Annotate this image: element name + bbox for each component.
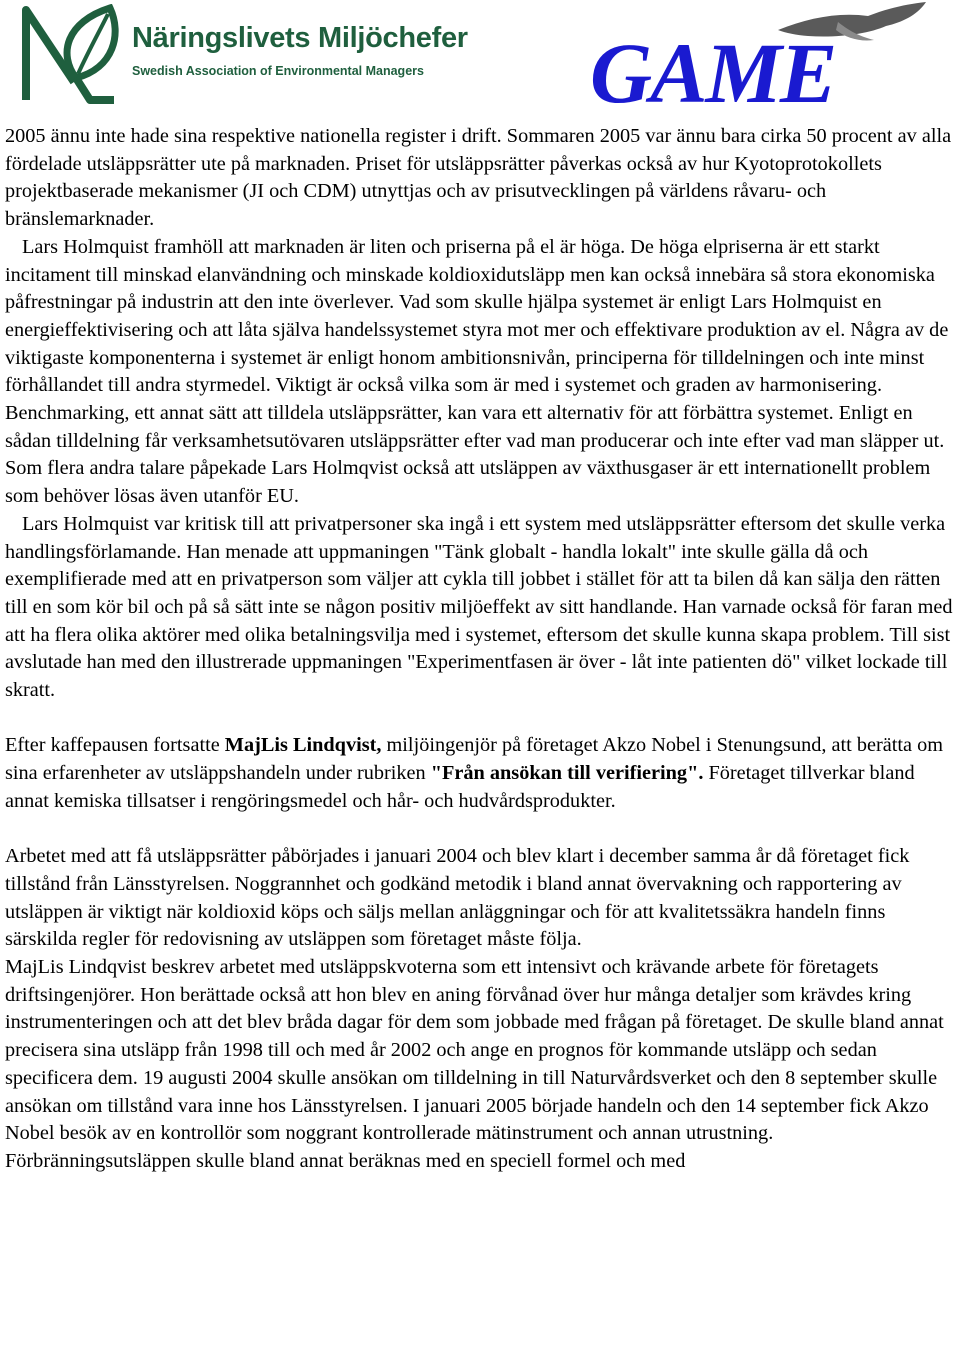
paragraph-text: Efter kaffepausen fortsatte <box>5 734 225 757</box>
paragraph <box>5 732 957 815</box>
logo-name: Näringslivets Miljöchefer <box>132 22 468 54</box>
paragraph-text: miljöingenjör på företaget Akzo Nobel i Stenungsund, att berätta om sina erfarenheter av utsläppshandeln under rubriken <box>5 734 943 785</box>
game-wordmark: GAME <box>590 25 836 121</box>
paragraph-text: Företaget tillverkar bland annat kemiska tillsatser i rengöringsmedel och hår- och hudvårdsprodukter. <box>5 762 915 812</box>
logo-subtitle: Swedish Association of Environmental Managers <box>132 64 424 78</box>
article-body <box>5 123 957 1176</box>
paragraph: MajLis Lindqvist beskrev arbetet med utsläppskvoterna som ett intensivt och krävande arbete för företagets driftsingenjörer. Hon berättade också att hon blev en aning förvånad över hur många detaljer som krävdes kring instrumenteringen och att det blev bråda dagar för dem som jobbade med frågan på företaget. De skulle bland annat precisera sina utsläpp från 1998 till och med år 2002 och ange en prognos för kommande utsläpp och sedan specificera dem. 19 augusti 2004 skulle ansökan om tilldelning in till Naturvårdsverket och den 8 september skulle ansökan om tillstånd vara inne hos Länsstyrelsen. I januari 2005 började handeln och den 14 september fick Akzo Nobel besök av en kontrollör som noggrant kontrollerade mätinstrument och annan utrustning. Förbränningsutsläppen skulle bland annat beräknas med en speciell formel och med <box>5 956 944 1172</box>
talk-title: "Från ansökan till verifiering". <box>430 762 704 785</box>
leaf-logo-icon <box>18 4 128 104</box>
paragraph: 2005 ännu inte hade sina respektive nationella register i drift. Sommaren 2005 var ännu bara cirka 50 procent av alla fördelade utsläppsrätter ute på marknaden. Priset för utsläppsrätter påverkas också av hur Kyotoprotokollets projektbaserade mekanismer (JI och CDM) utnyttjas och av prisutvecklingen på världens råvaru- och bränslemarknader. <box>5 125 952 231</box>
paragraph: Lars Holmquist var kritisk till att privatpersoner ska ingå i ett system med utsläppsrätter eftersom det skulle verka handlingsförlamande. Han menade att uppmaningen "Tänk globalt - handla lokalt" inte skulle gälla då och exemplifierade med att en privatperson som väljer att cykla till jobbet i stället för att ta bilen då kan sälja den rätten till en som kör bil och på så sätt inte se någon positiv miljöeffekt av sitt handlande. Han varnade också för faran med att ha flera olika aktörer med olika betalningsvilja med i systemet, eftersom det skulle kunna skapa problem. Till sist avslutade han med den illustrerade uppmaningen "Experimentfasen är över - låt inte patienten dö" vilket lockade till skratt. <box>5 512 953 702</box>
paragraph: Lars Holmquist framhöll att marknaden är liten och priserna på el är höga. De höga elpriserna är ett starkt incitament till minskad elanvändning och minskade koldioxidutsläpp men kan också innebära så stora ekonomiska påfrestningar på industrin att den inte överlever. Vad som skulle hjälpa systemet är enligt Lars Holmquist en energieffektivisering och att låta själva handelssystemet styra mot mer och effektivare produktion av el. Några av de viktigaste komponenterna i systemet är enligt honom ambitionsnivån, principerna för tilldelningen och inte minst förhållandet till andra styrmedel. Viktigt är också vilka som är med i systemet och graden av harmonisering. Benchmarking, ett annat sätt att tilldela utsläppsrätter, kan vara ett alternativ för att förbättra systemet. Enligt en sådan tilldelning får verksamhetsutövaren utsläppsrätter efter vad man producerar och inte efter vad man släpper ut. Som flera andra talare påpekade Lars Holmqvist också att utsläppen av växthusgaser är ett internationellt problem som behöver lösas även utanför EU. <box>5 235 949 508</box>
page-header <box>0 0 960 121</box>
game-logo <box>588 0 928 121</box>
paragraph: Arbetet med att få utsläppsrätter påbörjades i januari 2004 och blev klart i december samma år då företaget fick tillstånd från Länsstyrelsen. Noggrannhet och godkänd metodik i bland annat övervakning och rapportering av utsläppen är viktigt när koldioxid köps och säljs mellan anläggningar och för att kvalitetssäkra handeln finns särskilda regler för redovisning av utsläppen som företaget måste följa. <box>5 845 910 951</box>
speaker-name: MajLis Lindqvist, <box>224 734 382 757</box>
spacer <box>5 816 957 844</box>
spacer <box>5 705 957 733</box>
naringslivets-miljochefer-logo <box>8 4 468 104</box>
